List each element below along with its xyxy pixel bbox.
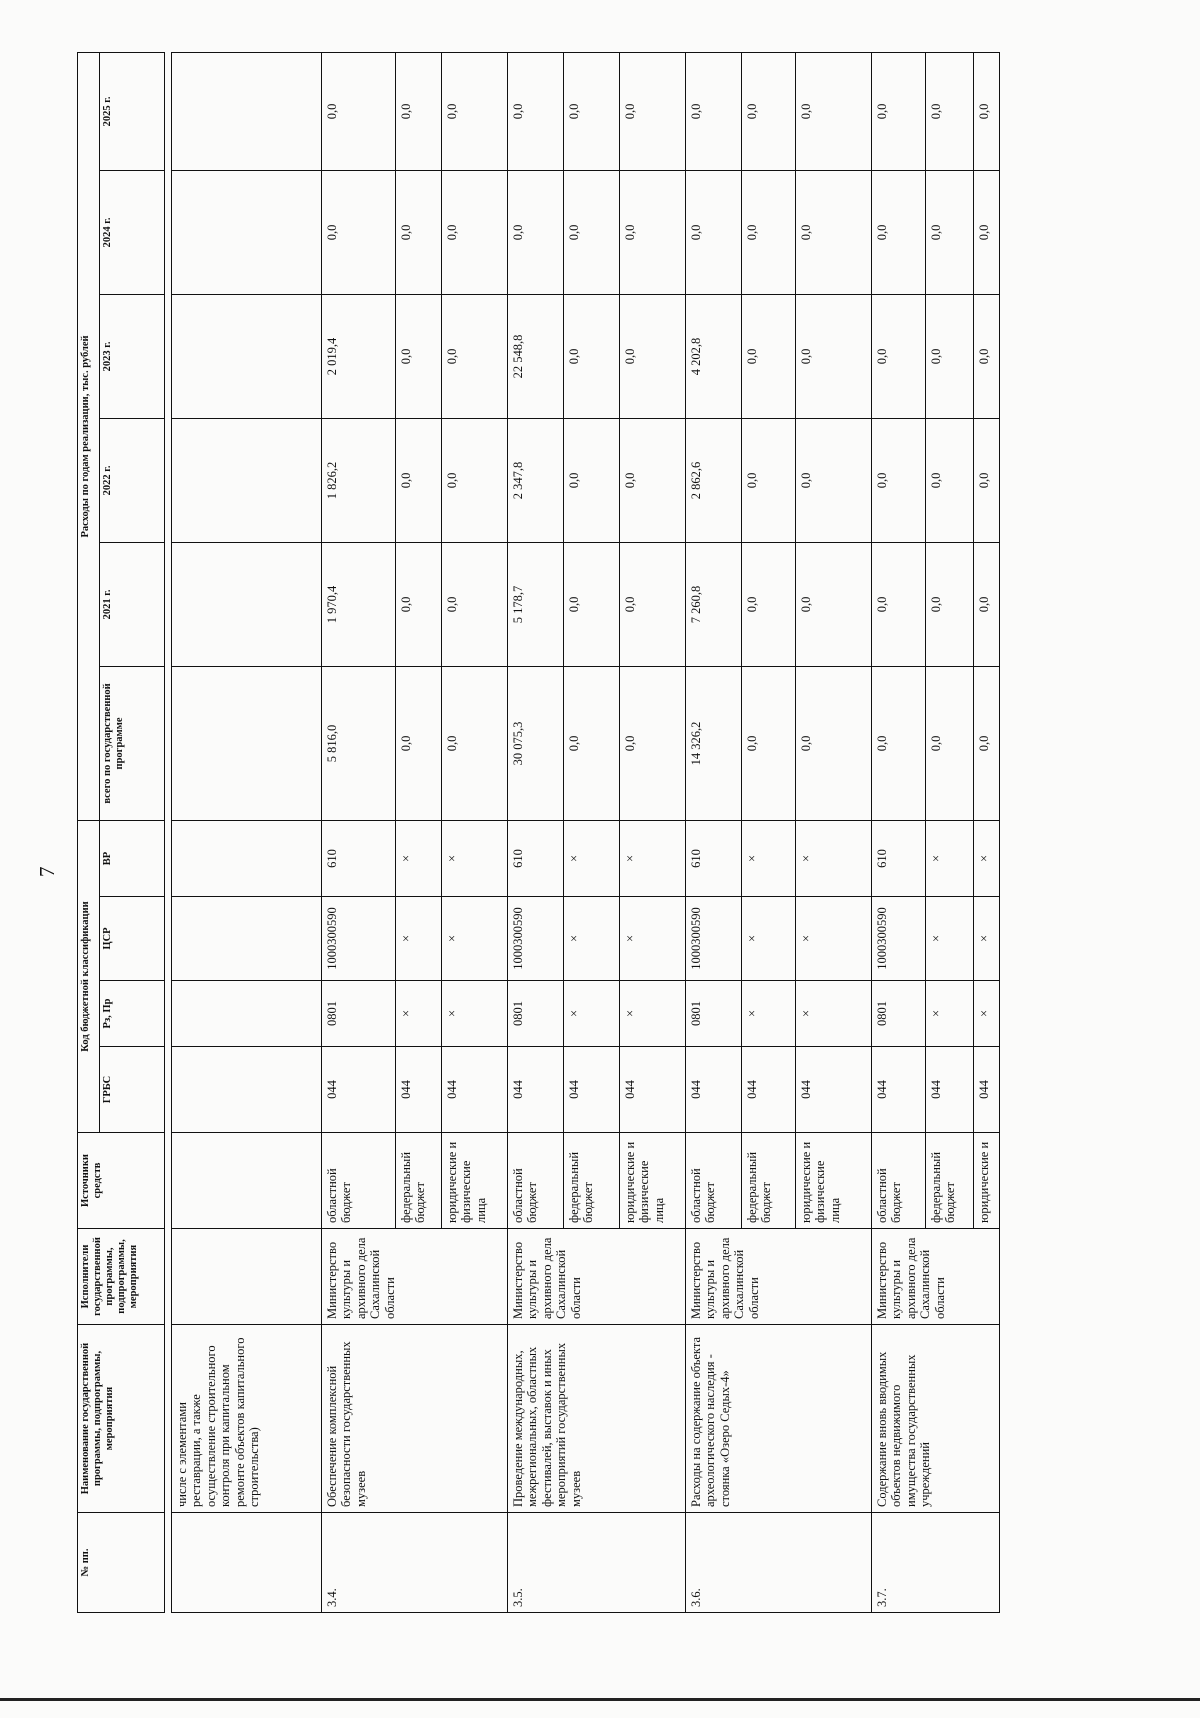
measure-no: 3.7.	[872, 1513, 1000, 1613]
header-total: всего по государственной программе	[100, 666, 165, 820]
y2024-cell: 0,0	[742, 170, 796, 294]
vr-cell: 610	[872, 820, 926, 896]
source-cell: юридические и физические лица	[620, 1133, 686, 1229]
y2021-cell: 1 970,4	[322, 542, 396, 666]
vr-cell: ×	[564, 820, 620, 896]
measure-executor: Министерство культуры и архивного дела Сахалинской области	[508, 1229, 686, 1325]
header-vr: ВР	[100, 820, 165, 896]
table-header	[78, 52, 165, 1612]
measure-executor: Министерство культуры и архивного дела Сахалинской области	[872, 1229, 1000, 1325]
y2022-cell: 2 347,8	[508, 418, 564, 542]
total-cell: 0,0	[396, 666, 442, 820]
y2022-cell: 0,0	[872, 418, 926, 542]
y2023-cell: 0,0	[872, 294, 926, 418]
total-cell: 0,0	[620, 666, 686, 820]
csr-cell: 1000300590	[686, 897, 742, 981]
grbs-cell: 044	[620, 1047, 686, 1133]
source-cell: областной бюджет	[872, 1133, 926, 1229]
header-rzpr: Рз, Пр	[100, 981, 165, 1047]
grbs-cell: 044	[396, 1047, 442, 1133]
rzpr-cell: ×	[974, 981, 1000, 1047]
header-2022: 2022 г.	[100, 418, 165, 542]
table-row	[508, 52, 564, 1612]
total-cell: 0,0	[742, 666, 796, 820]
grbs-cell: 044	[686, 1047, 742, 1133]
y2025-cell: 0,0	[686, 52, 742, 170]
y2025-cell: 0,0	[564, 52, 620, 170]
csr-cell: 1000300590	[322, 897, 396, 981]
header-2023: 2023 г.	[100, 294, 165, 418]
source-cell: юридические и	[974, 1133, 1000, 1229]
y2023-cell: 4 202,8	[686, 294, 742, 418]
y2025-cell: 0,0	[872, 52, 926, 170]
y2021-cell: 7 260,8	[686, 542, 742, 666]
y2021-cell: 0,0	[396, 542, 442, 666]
rzpr-cell: ×	[396, 981, 442, 1047]
header-2024: 2024 г.	[100, 170, 165, 294]
measure-name: Содержание вновь вводимых объектов недвижимого имущества государственных учреждений	[872, 1325, 1000, 1513]
header-name: Наименование государственной программы, подпрограммы, мероприятия	[78, 1325, 165, 1513]
measure-executor: Министерство культуры и архивного дела Сахалинской области	[322, 1229, 508, 1325]
y2025-cell: 0,0	[508, 52, 564, 170]
y2024-cell: 0,0	[442, 170, 508, 294]
y2024-cell: 0,0	[322, 170, 396, 294]
header-no: № пп.	[78, 1513, 165, 1613]
y2023-cell: 0,0	[926, 294, 974, 418]
y2021-cell: 0,0	[742, 542, 796, 666]
measure-name: Проведение международных, межрегиональных, областных фестивалей, выставок и иных мероприятий государственных музеев	[508, 1325, 686, 1513]
total-cell: 0,0	[974, 666, 1000, 820]
source-cell: юридические и физические лица	[442, 1133, 508, 1229]
vr-cell: ×	[926, 820, 974, 896]
total-cell: 0,0	[796, 666, 872, 820]
table-body	[165, 52, 1000, 1612]
y2025-cell: 0,0	[796, 52, 872, 170]
y2022-cell: 0,0	[742, 418, 796, 542]
vr-cell: ×	[742, 820, 796, 896]
page-number: 7	[35, 866, 59, 877]
vr-cell: ×	[796, 820, 872, 896]
grbs-cell: 044	[926, 1047, 974, 1133]
rzpr-cell: 0801	[686, 981, 742, 1047]
y2025-cell: 0,0	[742, 52, 796, 170]
y2022-cell: 0,0	[620, 418, 686, 542]
budget-table	[77, 52, 1000, 1613]
y2025-cell: 0,0	[442, 52, 508, 170]
y2022-cell: 0,0	[926, 418, 974, 542]
y2024-cell: 0,0	[620, 170, 686, 294]
total-cell: 0,0	[872, 666, 926, 820]
total-cell: 0,0	[442, 666, 508, 820]
source-cell: областной бюджет	[322, 1133, 396, 1229]
measure-no: 3.4.	[322, 1513, 508, 1613]
grbs-cell: 044	[742, 1047, 796, 1133]
continuation-text: числе с элементами реставрации, а также осуществление строительного контроля при капитальном ремонте объектов капитального строительства)	[172, 1325, 322, 1513]
continuation-no-cell	[172, 1513, 322, 1613]
grbs-cell: 044	[564, 1047, 620, 1133]
y2022-cell: 0,0	[442, 418, 508, 542]
y2022-cell: 0,0	[564, 418, 620, 542]
rzpr-cell: ×	[926, 981, 974, 1047]
measure-no: 3.5.	[508, 1513, 686, 1613]
y2024-cell: 0,0	[686, 170, 742, 294]
y2021-cell: 0,0	[442, 542, 508, 666]
y2025-cell: 0,0	[620, 52, 686, 170]
measure-executor: Министерство культуры и архивного дела Сахалинской области	[686, 1229, 872, 1325]
grbs-cell: 044	[974, 1047, 1000, 1133]
y2024-cell: 0,0	[974, 170, 1000, 294]
rzpr-cell: 0801	[322, 981, 396, 1047]
vr-cell: ×	[396, 820, 442, 896]
source-cell: федеральный бюджет	[396, 1133, 442, 1229]
y2024-cell: 0,0	[564, 170, 620, 294]
y2024-cell: 0,0	[796, 170, 872, 294]
y2021-cell: 0,0	[926, 542, 974, 666]
y2023-cell: 0,0	[796, 294, 872, 418]
y2023-cell: 0,0	[564, 294, 620, 418]
total-cell: 5 816,0	[322, 666, 396, 820]
y2025-cell: 0,0	[926, 52, 974, 170]
vr-cell: 610	[322, 820, 396, 896]
csr-cell: ×	[564, 897, 620, 981]
table-row	[322, 52, 396, 1612]
y2025-cell: 0,0	[974, 52, 1000, 170]
vr-cell: 610	[686, 820, 742, 896]
continuation-row	[172, 52, 322, 1612]
header-2021: 2021 г.	[100, 542, 165, 666]
y2024-cell: 0,0	[926, 170, 974, 294]
csr-cell: 1000300590	[508, 897, 564, 981]
total-cell: 0,0	[926, 666, 974, 820]
y2021-cell: 0,0	[796, 542, 872, 666]
total-cell: 14 326,2	[686, 666, 742, 820]
y2023-cell: 0,0	[974, 294, 1000, 418]
csr-cell: ×	[926, 897, 974, 981]
csr-cell: ×	[620, 897, 686, 981]
header-2025: 2025 г.	[100, 52, 165, 170]
rzpr-cell: ×	[742, 981, 796, 1047]
y2022-cell: 0,0	[396, 418, 442, 542]
grbs-cell: 044	[508, 1047, 564, 1133]
csr-cell: ×	[974, 897, 1000, 981]
header-grbs: ГРБС	[100, 1047, 165, 1133]
total-cell: 0,0	[564, 666, 620, 820]
y2021-cell: 0,0	[872, 542, 926, 666]
rzpr-cell: 0801	[872, 981, 926, 1047]
header-expenses: Расходы по годам реализации, тыс. рублей	[78, 52, 100, 820]
y2025-cell: 0,0	[396, 52, 442, 170]
y2024-cell: 0,0	[508, 170, 564, 294]
y2023-cell: 2 019,4	[322, 294, 396, 418]
source-cell: областной бюджет	[686, 1133, 742, 1229]
y2024-cell: 0,0	[872, 170, 926, 294]
y2022-cell: 0,0	[974, 418, 1000, 542]
measure-name: Расходы на содержание объекта археологического наследия - стоянка «Озеро Седых-4»	[686, 1325, 872, 1513]
vr-cell: ×	[620, 820, 686, 896]
scan-edge-line	[0, 1698, 1200, 1701]
rzpr-cell: ×	[796, 981, 872, 1047]
table-row	[872, 52, 926, 1612]
csr-cell: ×	[442, 897, 508, 981]
csr-cell: ×	[742, 897, 796, 981]
rzpr-cell: 0801	[508, 981, 564, 1047]
y2022-cell: 0,0	[796, 418, 872, 542]
rzpr-cell: ×	[564, 981, 620, 1047]
header-gap	[165, 52, 172, 1612]
vr-cell: ×	[974, 820, 1000, 896]
vr-cell: 610	[508, 820, 564, 896]
y2025-cell: 0,0	[322, 52, 396, 170]
header-csr: ЦСР	[100, 897, 165, 981]
grbs-cell: 044	[872, 1047, 926, 1133]
grbs-cell: 044	[322, 1047, 396, 1133]
source-cell: юридические и физические лица	[796, 1133, 872, 1229]
y2023-cell: 0,0	[742, 294, 796, 418]
csr-cell: 1000300590	[872, 897, 926, 981]
total-cell: 30 075,3	[508, 666, 564, 820]
y2023-cell: 22 548,8	[508, 294, 564, 418]
measure-no: 3.6.	[686, 1513, 872, 1613]
csr-cell: ×	[796, 897, 872, 981]
y2022-cell: 2 862,6	[686, 418, 742, 542]
csr-cell: ×	[396, 897, 442, 981]
y2021-cell: 0,0	[974, 542, 1000, 666]
grbs-cell: 044	[796, 1047, 872, 1133]
header-budget-code: Код бюджетной классификации	[78, 820, 100, 1132]
y2021-cell: 0,0	[564, 542, 620, 666]
y2021-cell: 0,0	[620, 542, 686, 666]
source-cell: федеральный бюджет	[564, 1133, 620, 1229]
measure-name: Обеспечение комплексной безопасности государственных музеев	[322, 1325, 508, 1513]
y2024-cell: 0,0	[396, 170, 442, 294]
y2023-cell: 0,0	[442, 294, 508, 418]
rzpr-cell: ×	[620, 981, 686, 1047]
header-executors: Исполнители государственной программы, подпрограммы, мероприятия	[78, 1229, 165, 1325]
y2021-cell: 5 178,7	[508, 542, 564, 666]
y2023-cell: 0,0	[396, 294, 442, 418]
vr-cell: ×	[442, 820, 508, 896]
grbs-cell: 044	[442, 1047, 508, 1133]
header-sources: Источники средств	[78, 1133, 165, 1229]
table-row	[686, 52, 742, 1612]
source-cell: федеральный бюджет	[742, 1133, 796, 1229]
y2022-cell: 1 826,2	[322, 418, 396, 542]
source-cell: областной бюджет	[508, 1133, 564, 1229]
y2023-cell: 0,0	[620, 294, 686, 418]
rzpr-cell: ×	[442, 981, 508, 1047]
source-cell: федеральный бюджет	[926, 1133, 974, 1229]
